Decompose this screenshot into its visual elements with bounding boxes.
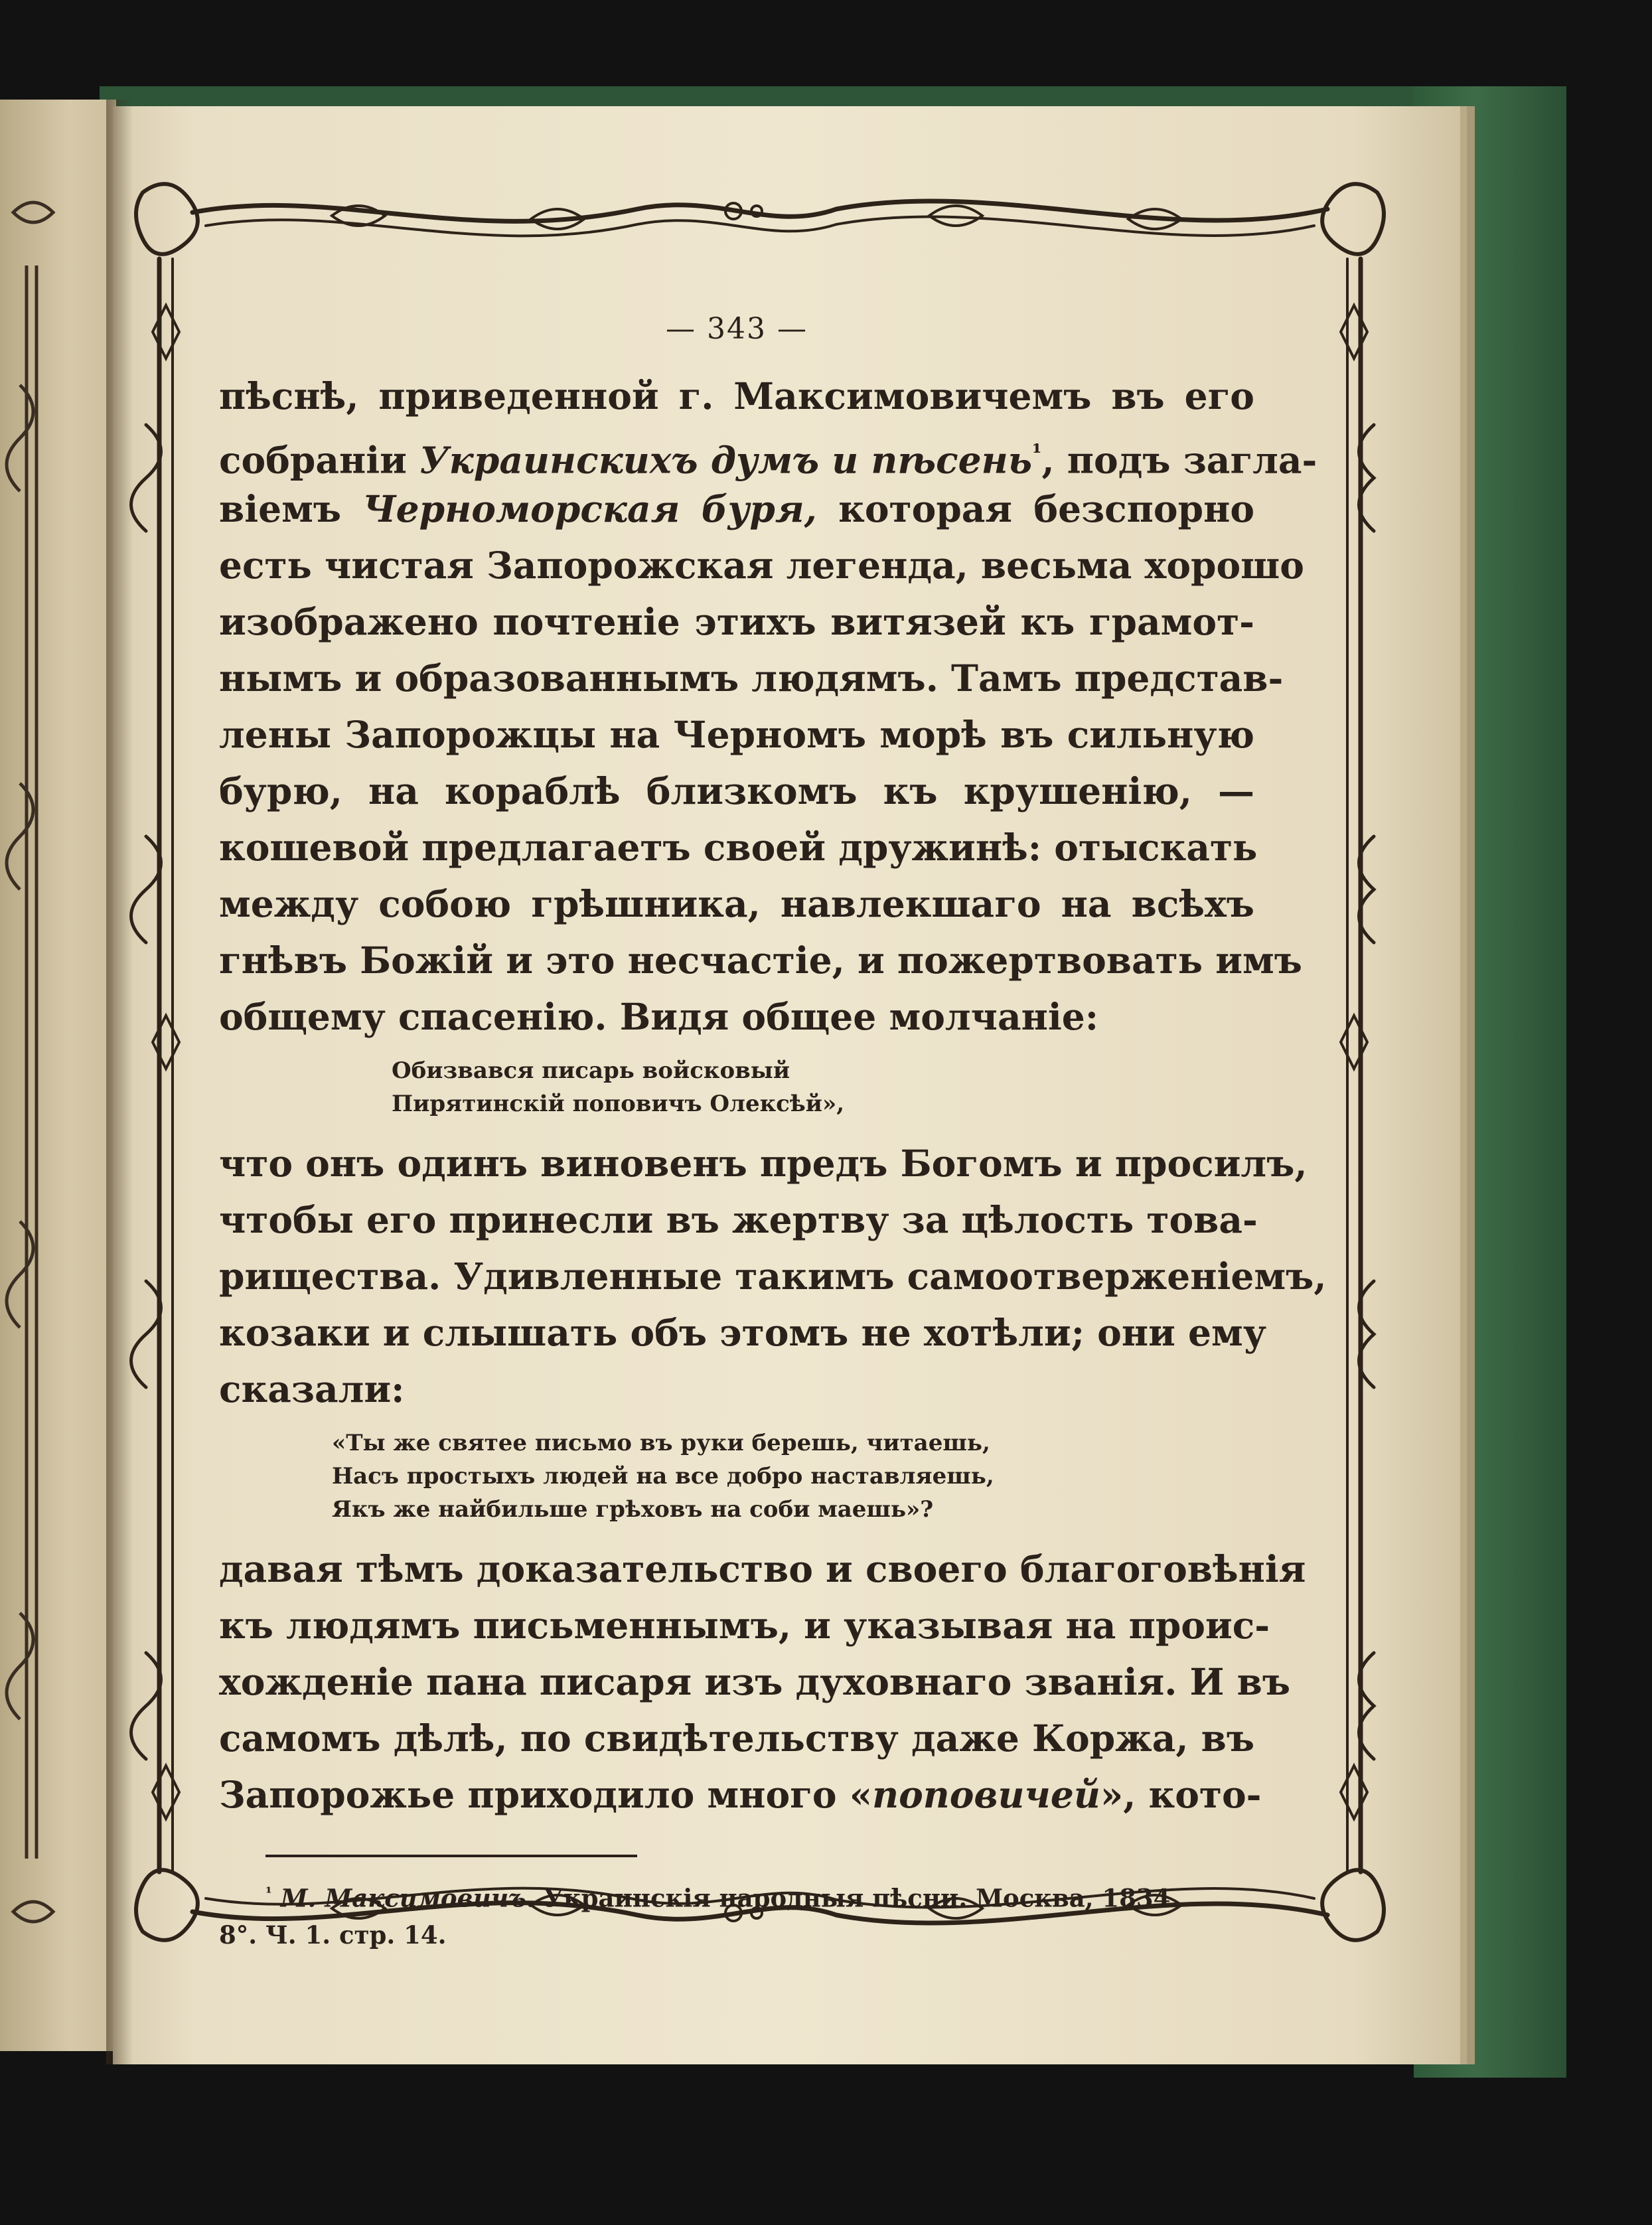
footnote-author: М. Максимовичъ. xyxy=(280,1883,536,1913)
body-line: есть чистая Запорожская легенда, весьма хорошо xyxy=(219,544,1304,587)
corner-knot-bottom-left xyxy=(136,1870,198,1940)
verse-line: Обизвався писарь войсковый xyxy=(392,1057,790,1084)
text-block xyxy=(219,312,1327,1954)
verse-quote xyxy=(392,1054,1254,1120)
body-line: бурю, на кораблѣ близкомъ къ крушенію, — xyxy=(219,769,1254,812)
corner-knot-top-left xyxy=(136,184,198,254)
footnote-line: 8°. Ч. 1. стр. 14. xyxy=(219,1920,447,1950)
italic-title: Украинскихъ думъ и пѣсень xyxy=(419,438,1032,482)
footnote-rule xyxy=(265,1855,637,1857)
footnote-ref: ¹ xyxy=(1032,439,1042,465)
body-line: общему спасенію. Видя общее молчаніе: xyxy=(219,995,1099,1038)
corner-knot-bottom-right xyxy=(1322,1870,1384,1940)
body-line: нымъ и образованнымъ людямъ. Тамъ представ- xyxy=(219,656,1284,700)
body-line: віемъ Черноморская буря, которая безспорно xyxy=(219,487,1255,530)
body-line: что онъ одинъ виновенъ предъ Богомъ и просилъ, xyxy=(219,1142,1308,1185)
verse-quote xyxy=(332,1426,1254,1526)
left-page-ornament xyxy=(0,186,73,1938)
body-line: давая тѣмъ доказательство и своего благоговѣнія xyxy=(219,1547,1306,1590)
body-line: сказали: xyxy=(219,1367,405,1411)
corner-knot-top-right xyxy=(1322,184,1384,254)
footnote-line: $^{^1}$ М. Максимовичъ. Украинскія народныя пѣсни. Москва, 1834. xyxy=(265,1883,1179,1913)
body-line: между собою грѣшника, навлекшаго на всѣхъ xyxy=(219,882,1254,925)
verse-line: Якъ же найбильше грѣховъ на соби маешь»? xyxy=(332,1496,934,1523)
top-border-band xyxy=(192,201,1327,221)
body-line: гнѣвъ Божій и это несчастіе, и пожертвовать имъ xyxy=(219,939,1302,982)
gutter-shadow xyxy=(106,100,133,2064)
verse-line: Пирятинскій поповичъ Олексѣй», xyxy=(392,1091,845,1117)
italic-word: поповичей xyxy=(872,1773,1100,1816)
body-line: изображено почтеніе этихъ витязей къ грамот- xyxy=(219,600,1254,643)
verse-line: Насъ простыхъ людей на все добро наставляешь, xyxy=(332,1463,994,1490)
body-line: къ людямъ письменнымъ, и указывая на проис- xyxy=(219,1604,1270,1647)
body-line: хожденіе пана писаря изъ духовнаго званія. И въ xyxy=(219,1660,1291,1703)
body-line: Запорожье приходило много «поповичей», кото- xyxy=(219,1773,1262,1816)
body-line: рищества. Удивленные такимъ самоотверженіемъ, xyxy=(219,1255,1327,1298)
verse-line: «Ты же святее письмо въ руки берешь, читаешь, xyxy=(332,1430,990,1456)
page-number: — 343 — xyxy=(666,312,808,346)
body-line: лены Запорожцы на Черномъ морѣ въ сильную xyxy=(219,713,1254,756)
body-line: козаки и слышать объ этомъ не хотѣли; они ему xyxy=(219,1311,1267,1354)
body-line: самомъ дѣлѣ, по свидѣтельству даже Коржа, въ xyxy=(219,1717,1255,1760)
body-line: собраніи Украинскихъ думъ и пѣсень$^{^1}$, подъ загла- xyxy=(219,438,1317,482)
body-line: кошевой предлагаетъ своей дружинѣ: отыскать xyxy=(219,826,1258,869)
body-line: чтобы его принесли въ жертву за цѣлость това- xyxy=(219,1198,1258,1241)
body-line: пѣснѣ, приведенной г. Максимовичемъ въ его xyxy=(219,374,1254,418)
italic-title: Черноморская буря, xyxy=(362,487,817,530)
